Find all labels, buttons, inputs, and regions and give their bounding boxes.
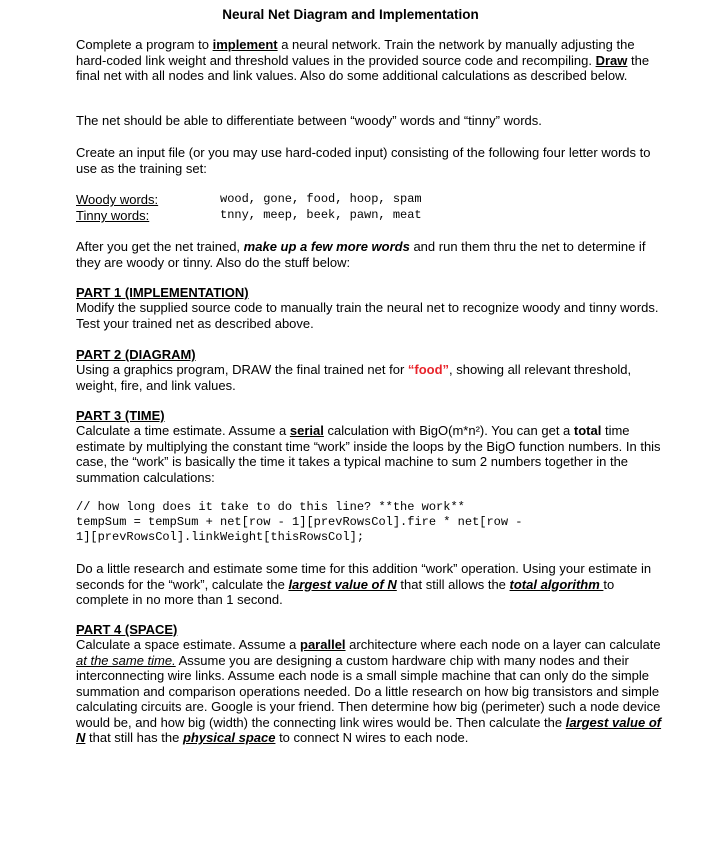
tinny-words-list: tnny, meep, beek, pawn, meat [220,208,422,222]
code-line-3: 1][prevRowsCol].linkWeight[thisRowsCol]; [76,530,365,544]
woody-words-list: wood, gone, food, hoop, spam [220,192,422,206]
code-line-2: tempSum = tempSum + net[row - 1][prevRowsCol].fire * net[row - [76,515,523,529]
part4-text-4: that still has the [85,730,183,745]
largest-n-emphasis: largest value of N [288,576,397,592]
parallel-emphasis: parallel [300,637,346,652]
part2-text-1: Using a graphics program, DRAW the final trained net for [76,362,408,377]
part1-body: Modify the supplied source code to manually train the neural net to recognize woody and tinny words. Test your trained net as described above. [76,300,659,331]
serial-emphasis: serial [289,423,324,438]
woody-words-label: Woody words: [76,192,159,207]
total-emphasis: total [573,423,602,438]
part3-research-paragraph [76,561,666,608]
part2-text-2: , showing all relevant threshold, weight, fire, and link values. [76,362,632,393]
make-up-words-emphasis: make up a few more words [243,239,410,254]
intro-text-1: Complete a program to [76,37,213,52]
part3-text-2: calculation with BigO(m*n²). You can get a [323,423,574,438]
research-text-3: to complete in no more than 1 second. [76,576,615,607]
part3-text-3: time estimate by multiplying the constant time “work” inside the loops by the BigO function numbers. In this case, the “work” is basically the time it takes a typical machine to sum 2 numbers together in the summation calculations: [76,423,661,485]
largest-n-space-emphasis: largest value of N [76,714,662,745]
page-title: Neural Net Diagram and Implementation [222,7,479,22]
intro-text-3: the final net with all nodes and link values. Also do some additional calculations as described below. [76,52,650,83]
part4-text-5: to connect N wires to each node. [275,730,469,745]
differentiate-paragraph: The net should be able to differentiate between “woody” words and “tinny” words. [76,113,542,128]
part4-text-1: Calculate a space estimate. Assume a [76,637,301,652]
food-emphasis: “food” [407,362,450,377]
after-paragraph [76,239,666,270]
implement-emphasis: implement [212,37,278,52]
research-text-2: that still allows the [396,576,510,592]
research-text-1: Do a little research and estimate some time for this addition “work” operation. Using your estimate in seconds for the “work”, calculate the [76,561,652,592]
part4-body [76,637,666,746]
after-text-2: and run them thru the net to determine if they are woody or tinny. Also do the stuff below: [76,239,646,270]
tinny-words-label: Tinny words: [76,208,150,223]
intro-text-2: a neural network. Train the network by manually adjusting the hard-coded link weight and threshold values in the provided source code and recompiling. [76,37,635,68]
part3-body [76,423,666,485]
part1-heading: PART 1 (IMPLEMENTATION) [76,285,249,300]
part4-text-3: Assume you are designing a custom hardware chip with many nodes and their interconnecting wire links. Assume each node is a small simple machine that can only do the simple summation and comparison operations needed. Do a little research on how big transistors and simple calculating circuits are. Google is your friend. Then determine how big (perimeter) such a node device would be, and how big (width) the connecting link wires would be. Then calculate the [76,652,661,730]
total-algorithm-emphasis: total algorithm [509,576,604,592]
input-file-paragraph: Create an input file (or you may use hard-coded input) consisting of the following four letter words to use as the training set: [76,145,651,176]
part2-heading: PART 2 (DIAGRAM) [76,347,196,362]
after-text-1: After you get the net trained, [76,239,244,254]
part2-body [76,362,666,393]
part3-heading: PART 3 (TIME) [76,408,165,423]
code-line-1: // how long does it take to do this line? **the work** [76,500,465,514]
physical-space-emphasis: physical space [182,730,276,745]
intro-paragraph [76,37,666,84]
part3-text-1: Calculate a time estimate. Assume a [76,423,290,438]
part4-text-2: architecture where each node on a layer can calculate [345,637,661,652]
part4-heading: PART 4 (SPACE) [76,622,178,637]
same-time-emphasis: at the same time. [76,652,176,668]
draw-emphasis: Draw [595,52,628,68]
